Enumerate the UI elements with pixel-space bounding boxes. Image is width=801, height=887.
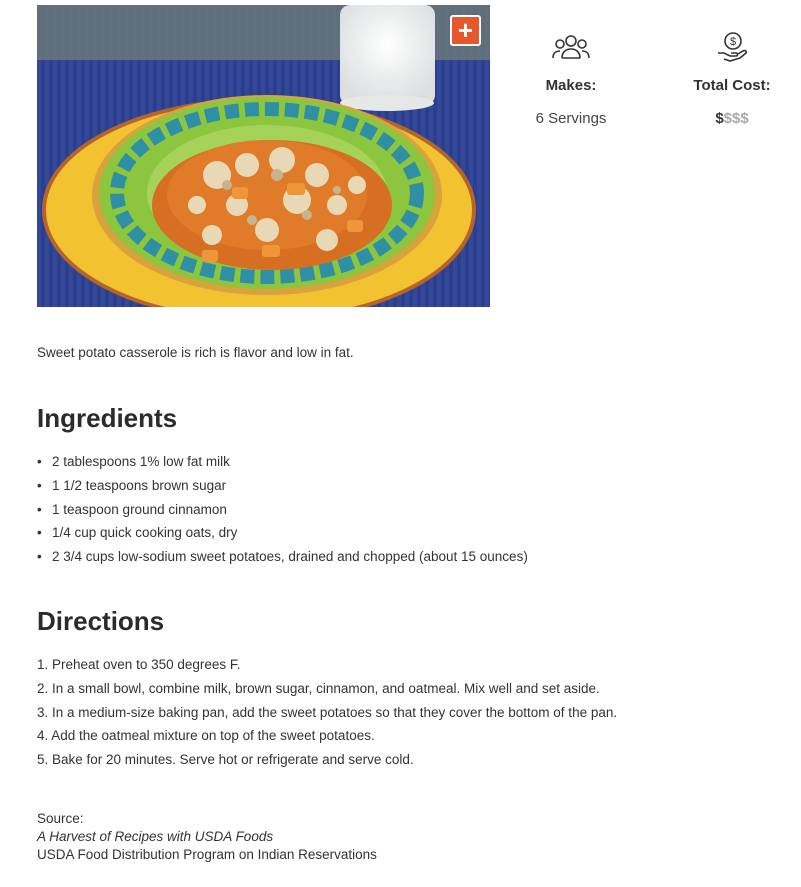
source-label: Source: [37, 811, 84, 826]
makes-value: 6 Servings [535, 110, 607, 127]
directions-heading: Directions [37, 606, 165, 636]
direction-step: 4. Add the oatmeal mixture on top of the sweet potatoes. [37, 728, 375, 744]
recipe-description: Sweet potato casserole is rich is flavor and low in fat. [37, 345, 354, 360]
direction-step: 3. In a medium-size baking pan, add the sweet potatoes so that they cover the bottom of the pan. [37, 704, 618, 720]
total-cost-label: Total Cost: [693, 77, 771, 94]
people-group-icon [501, 30, 641, 64]
makes-label: Makes: [545, 77, 597, 94]
recipe-photo [37, 5, 490, 307]
direction-step: 1. Preheat oven to 350 degrees F. [37, 657, 241, 672]
makes-stat [501, 30, 641, 127]
source-block [37, 810, 377, 864]
source-program: USDA Food Distribution Program on Indian Reservations [37, 847, 377, 862]
ingredient-item: • 2 3/4 cups low-sodium sweet potatoes, drained and chopped (about 15 ounces) [37, 548, 528, 572]
source-book-title: A Harvest of Recipes with USDA Foods [37, 829, 274, 844]
add-recipe-button[interactable] [450, 15, 481, 46]
ingredient-item: • 1 1/2 teaspoons brown sugar [37, 477, 528, 501]
ingredients-heading: Ingredients [37, 403, 178, 433]
sweet-potato-casserole-image [37, 5, 490, 307]
directions-list [37, 656, 617, 775]
total-cost-stat [662, 30, 801, 127]
ingredient-item: • 1/4 cup quick cooking oats, dry [37, 524, 528, 548]
ingredients-list [37, 453, 528, 572]
money-hand-icon [662, 30, 801, 64]
plus-icon: + [457, 14, 474, 45]
total-cost-value [662, 110, 801, 127]
direction-step: 2. In a small bowl, combine milk, brown sugar, cinnamon, and oatmeal. Mix well and set aside. [37, 680, 600, 696]
cost-level-inactive: $$$ [723, 110, 749, 127]
svg-text:$: $ [729, 36, 737, 48]
cost-level-active: $ [715, 110, 724, 127]
ingredient-item: • 1 teaspoon ground cinnamon [37, 501, 528, 525]
direction-step: 5. Bake for 20 minutes. Serve hot or refrigerate and serve cold. [37, 752, 414, 768]
ingredient-item: • 2 tablespoons 1% low fat milk [37, 453, 528, 477]
